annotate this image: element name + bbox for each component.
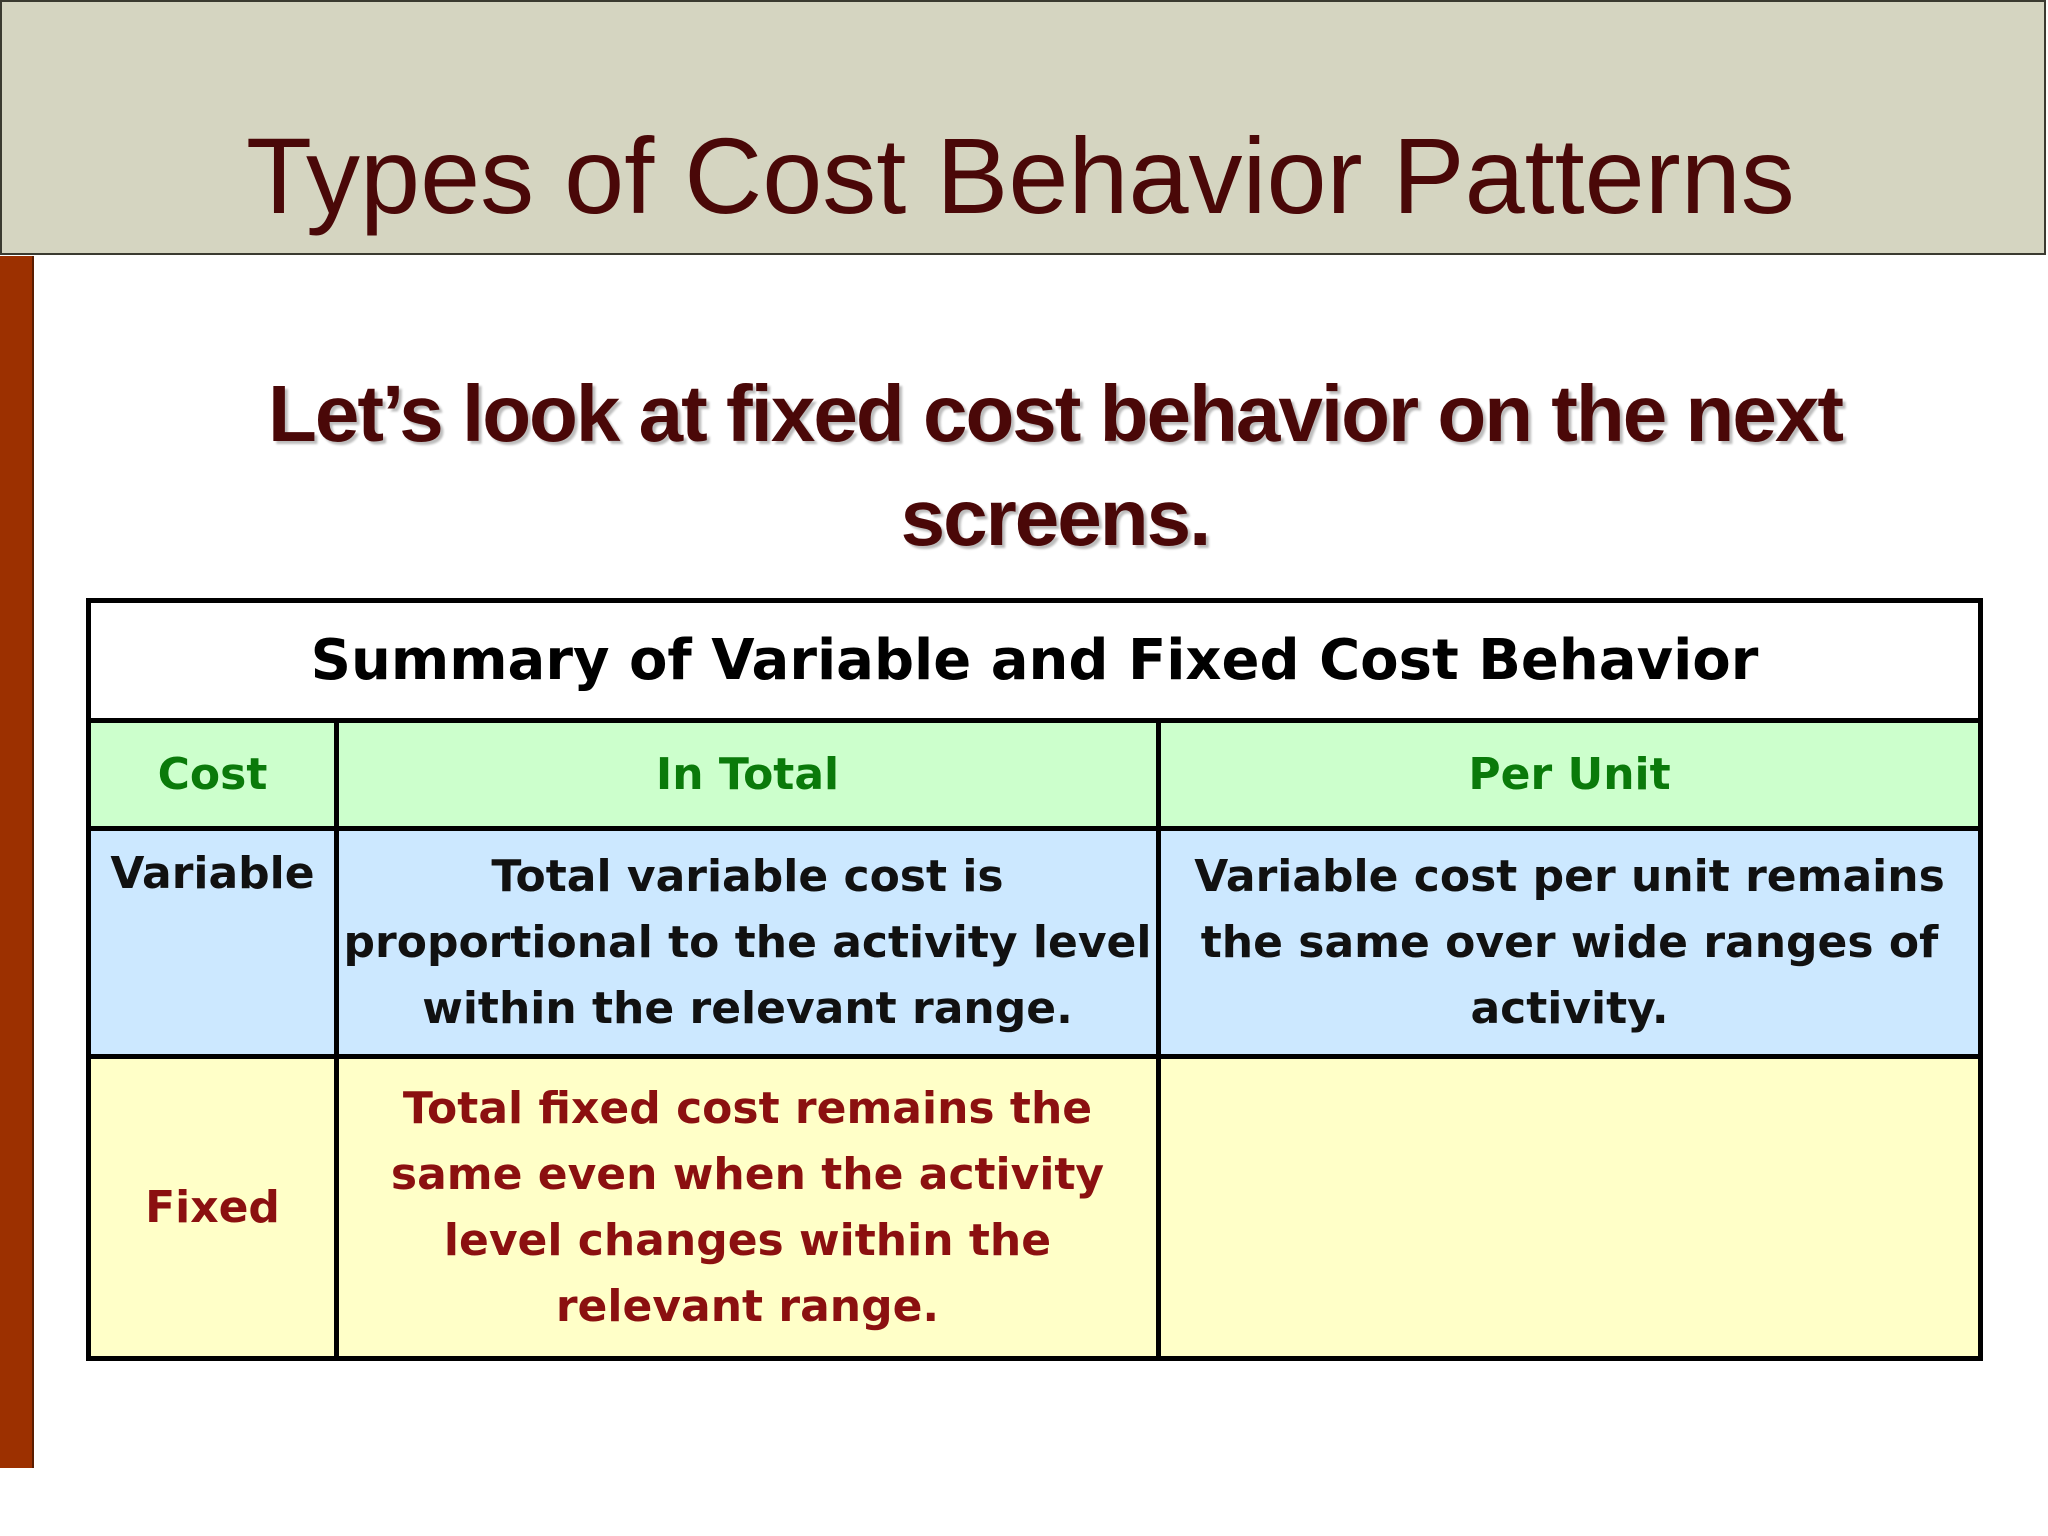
header-in-total: In Total bbox=[337, 721, 1159, 829]
left-accent-bar bbox=[0, 256, 34, 1468]
variable-per-unit-cell: Variable cost per unit remains the same over wide ranges of activity. bbox=[1159, 829, 1981, 1057]
table-row-variable bbox=[89, 829, 1981, 1057]
row-label-fixed: Fixed bbox=[89, 1057, 337, 1359]
header-cost: Cost bbox=[89, 721, 337, 829]
slide-title: Types of Cost Behavior Patterns bbox=[246, 115, 1795, 236]
header-row bbox=[89, 721, 1981, 829]
fixed-per-unit-cell bbox=[1159, 1057, 1981, 1359]
slide-subtitle: Let’s look at fixed cost behavior on the next screens. bbox=[267, 369, 1843, 562]
row-label-variable: Variable bbox=[89, 829, 337, 1057]
variable-in-total-cell: Total variable cost is proportional to the activity level within the relevant range. bbox=[337, 829, 1159, 1057]
summary-table bbox=[86, 598, 1983, 1361]
table-row-fixed bbox=[89, 1057, 1981, 1359]
fixed-in-total-cell: Total fixed cost remains the same even when the activity level changes within the relevant range. bbox=[337, 1057, 1159, 1359]
table-caption: Summary of Variable and Fixed Cost Behavior bbox=[89, 601, 1981, 721]
header-per-unit: Per Unit bbox=[1159, 721, 1981, 829]
